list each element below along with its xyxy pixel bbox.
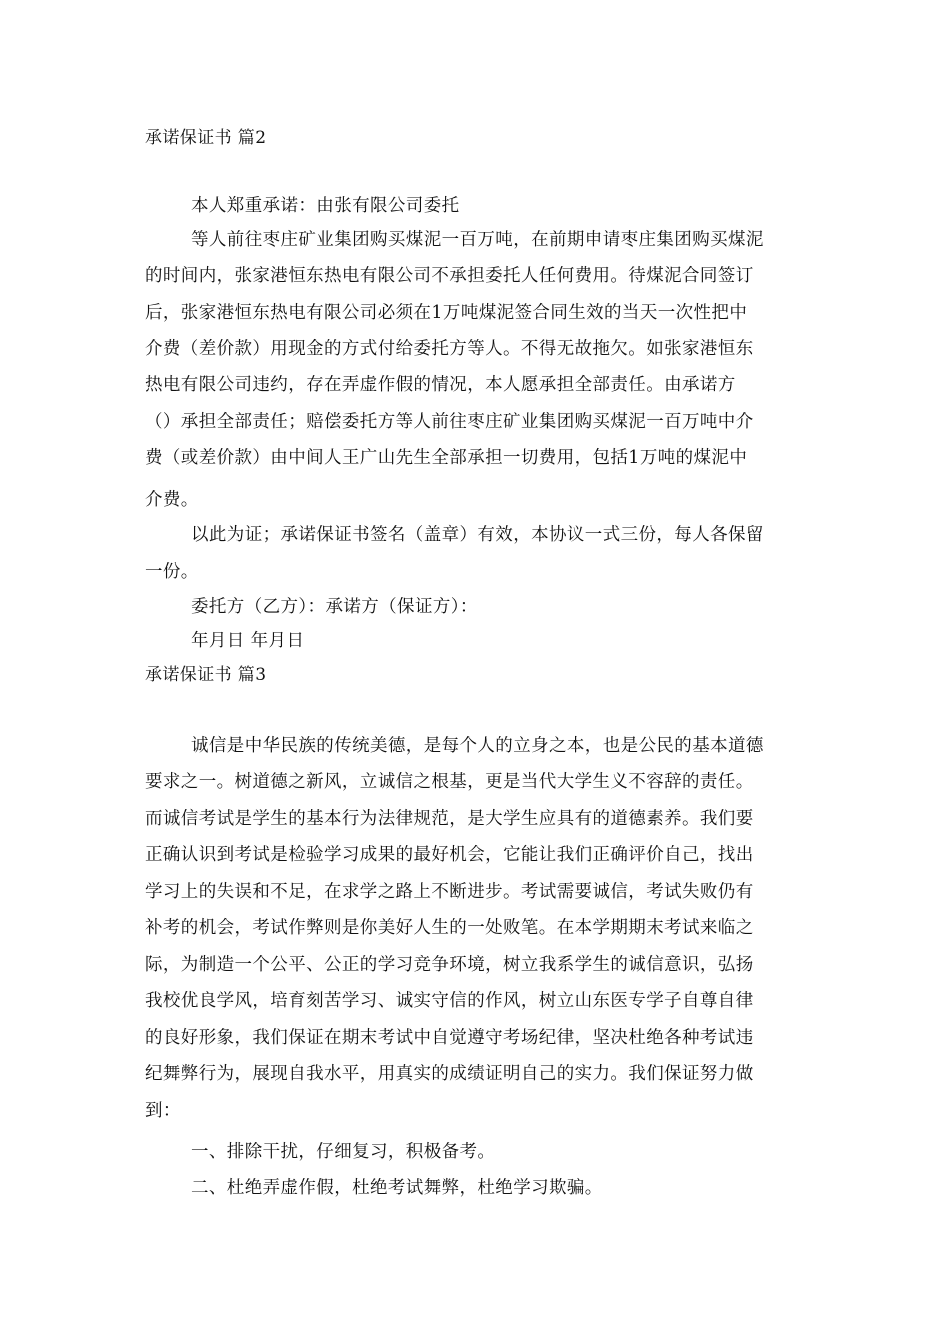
- paragraph-line: （）承担全部责任；赔偿委托方等人前往枣庄矿业集团购买煤泥一百万吨中介: [145, 412, 754, 432]
- section-3-heading: 承诺保证书 篇3: [145, 665, 267, 685]
- paragraph-line: 到：: [145, 1101, 181, 1121]
- paragraph-line: 以此为证；承诺保证书签名（盖章）有效，本协议一式三份，每人各保留: [191, 525, 764, 545]
- signature-parties-line: 委托方（乙方）：承诺方（保证方）：: [191, 597, 478, 617]
- paragraph-line: 一份。: [145, 562, 199, 582]
- paragraph-line: 正确认识到考试是检验学习成果的最好机会，它能让我们正确评价自己，找出: [145, 845, 754, 865]
- section-2-heading: 承诺保证书 篇2: [145, 128, 267, 148]
- paragraph-line: 本人郑重承诺：由张有限公司委托: [191, 196, 460, 216]
- paragraph-line: 介费。: [145, 490, 199, 510]
- paragraph-line: 费（或差价款）由中间人王广山先生全部承担一切费用，包括1万吨的煤泥中: [145, 448, 748, 468]
- paragraph-line: 诚信是中华民族的传统美德，是每个人的立身之本，也是公民的基本道德: [191, 736, 764, 756]
- paragraph-line: 的时间内，张家港恒东热电有限公司不承担委托人任何费用。待煤泥合同签订: [145, 266, 754, 286]
- paragraph-line: 后，张家港恒东热电有限公司必须在1万吨煤泥签合同生效的当天一次性把中: [145, 303, 748, 323]
- paragraph-line: 际，为制造一个公平、公正的学习竞争环境，树立我系学生的诚信意识，弘扬: [145, 955, 754, 975]
- paragraph-line: 学习上的失误和不足，在求学之路上不断进步。考试需要诚信，考试失败仍有: [145, 882, 754, 902]
- paragraph-line: 热电有限公司违约，存在弄虚作假的情况，本人愿承担全部责任。由承诺方: [145, 375, 736, 395]
- date-line: 年月日 年月日: [191, 631, 305, 651]
- paragraph-line: 等人前往枣庄矿业集团购买煤泥一百万吨，在前期申请枣庄集团购买煤泥: [191, 230, 764, 250]
- paragraph-line: 而诚信考试是学生的基本行为法律规范，是大学生应具有的道德素养。我们要: [145, 809, 754, 829]
- paragraph-line: 的良好形象，我们保证在期末考试中自觉遵守考场纪律，坚决杜绝各种考试违: [145, 1028, 754, 1048]
- paragraph-line: 纪舞弊行为，展现自我水平，用真实的成绩证明自己的实力。我们保证努力做: [145, 1064, 754, 1084]
- list-item: 一、排除干扰，仔细复习，积极备考。: [191, 1142, 496, 1162]
- paragraph-line: 要求之一。树道德之新风，立诚信之根基，更是当代大学生义不容辞的责任。: [145, 772, 754, 792]
- paragraph-line: 补考的机会，考试作弊则是你美好人生的一处败笔。在本学期期末考试来临之: [145, 918, 754, 938]
- paragraph-line: 介费（差价款）用现金的方式付给委托方等人。不得无故拖欠。如张家港恒东: [145, 339, 754, 359]
- paragraph-line: 我校优良学风，培育刻苦学习、诚实守信的作风，树立山东医专学子自尊自律: [145, 991, 754, 1011]
- list-item: 二、杜绝弄虚作假，杜绝考试舞弊，杜绝学习欺骗。: [191, 1178, 603, 1198]
